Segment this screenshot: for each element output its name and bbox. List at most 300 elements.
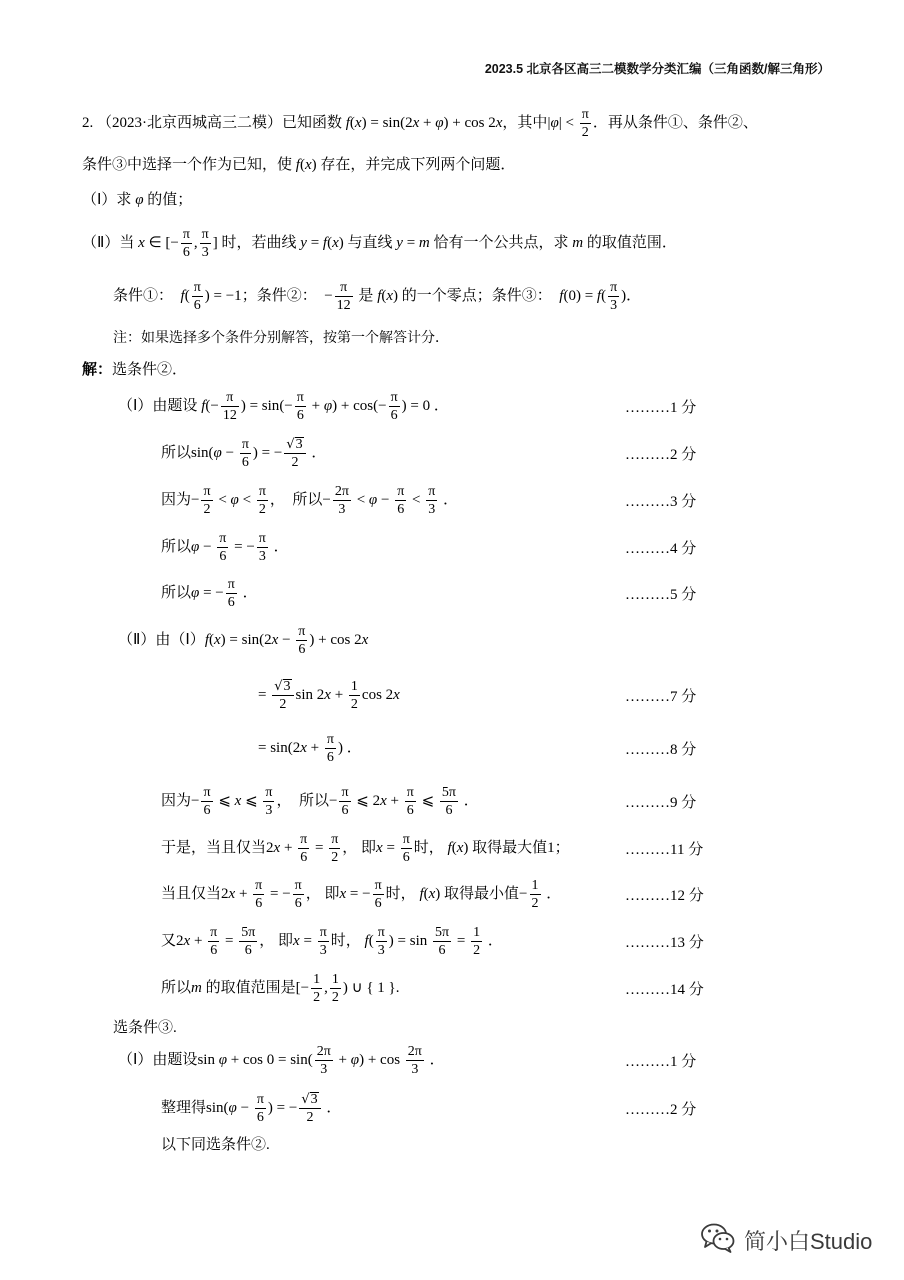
math-operator: 6 bbox=[256, 1109, 264, 1125]
math-variable: x bbox=[339, 885, 347, 902]
fraction-numerator bbox=[208, 924, 219, 942]
math-expression bbox=[389, 932, 431, 948]
math-variable: x bbox=[271, 631, 279, 648]
fraction bbox=[440, 784, 458, 819]
text-run: ． bbox=[430, 397, 449, 414]
fraction-numerator bbox=[608, 279, 619, 297]
solution-intro-text bbox=[82, 358, 187, 379]
fraction-numerator bbox=[329, 831, 340, 849]
solution-intro bbox=[0, 348, 904, 388]
math-expression bbox=[519, 885, 527, 901]
step-text bbox=[161, 784, 479, 819]
square-root bbox=[274, 678, 291, 695]
fraction-denominator bbox=[263, 802, 274, 819]
fraction-numerator bbox=[401, 831, 412, 849]
math-operator: 6 bbox=[296, 407, 304, 423]
math-function: sin bbox=[261, 397, 280, 414]
fraction bbox=[395, 483, 406, 518]
fraction bbox=[240, 436, 251, 471]
problem-text bbox=[82, 106, 758, 141]
fraction-numerator bbox=[333, 483, 351, 501]
math-variable: f bbox=[204, 631, 209, 648]
step-text bbox=[258, 678, 400, 713]
math-expression bbox=[194, 234, 198, 250]
fraction-denominator bbox=[608, 297, 619, 314]
math-operator: , bbox=[193, 234, 198, 251]
note-text bbox=[113, 327, 449, 347]
math-operator: 6 bbox=[244, 942, 252, 958]
text-run: 注：如果选择多个条件分别解答，按第一个解答计分． bbox=[113, 331, 449, 346]
math-operator: + bbox=[306, 739, 323, 756]
math-operator: ) = −1 bbox=[204, 287, 242, 304]
math-operator: = − bbox=[199, 584, 224, 601]
fraction-numerator bbox=[192, 279, 203, 297]
fraction-numerator bbox=[239, 924, 257, 942]
math-operator: = − bbox=[346, 885, 371, 902]
fraction bbox=[263, 784, 274, 819]
fraction-denominator bbox=[530, 895, 541, 912]
text-run: 恰有一个公共点，求 bbox=[429, 234, 573, 251]
fraction bbox=[221, 389, 239, 424]
math-operator: ( bbox=[327, 234, 333, 251]
fraction-numerator bbox=[221, 389, 239, 407]
fraction-numerator bbox=[255, 1091, 266, 1109]
math-operator: ) bbox=[337, 739, 343, 756]
math-variable: φ bbox=[323, 397, 333, 414]
text-run: （Ⅰ）求 bbox=[82, 191, 136, 208]
math-operator: ) + bbox=[359, 1051, 381, 1068]
step-text bbox=[161, 1133, 270, 1154]
math-operator: 2 bbox=[203, 501, 211, 517]
math-operator: 3 bbox=[201, 244, 209, 260]
math-operator: 6 bbox=[210, 942, 218, 958]
fraction bbox=[255, 1091, 266, 1126]
step-text bbox=[161, 971, 399, 1006]
math-variable: m bbox=[572, 234, 584, 251]
fraction bbox=[318, 924, 329, 959]
math-operator: 6 bbox=[298, 641, 306, 657]
math-expression bbox=[258, 686, 270, 702]
math-operator: 1 bbox=[547, 839, 555, 856]
math-operator: ( bbox=[208, 631, 214, 648]
math-operator: π bbox=[397, 483, 405, 499]
wechat-icon bbox=[700, 1222, 736, 1259]
math-variable: φ bbox=[435, 114, 444, 131]
math-variable: x bbox=[273, 839, 281, 856]
math-function: sin bbox=[382, 114, 401, 131]
math-variable: x bbox=[495, 114, 503, 131]
fraction bbox=[406, 1043, 424, 1078]
math-variable: x bbox=[361, 631, 369, 648]
math-operator: π bbox=[402, 831, 410, 847]
problem-text bbox=[82, 153, 515, 174]
text-run: ， 即 bbox=[305, 885, 340, 902]
math-operator: = − bbox=[230, 538, 255, 555]
fraction-numerator bbox=[395, 483, 406, 501]
math-expression bbox=[353, 792, 403, 808]
solution-step bbox=[0, 921, 904, 961]
math-operator: π bbox=[203, 784, 211, 800]
math-expression bbox=[322, 491, 330, 507]
math-operator: ( bbox=[381, 287, 387, 304]
math-operator: ) bbox=[311, 156, 317, 173]
fraction bbox=[389, 389, 400, 424]
fraction bbox=[201, 483, 212, 518]
score-label: ………5 分 bbox=[625, 586, 697, 603]
math-operator: ( bbox=[184, 287, 190, 304]
fraction bbox=[201, 784, 212, 819]
math-function: cos bbox=[361, 686, 382, 703]
fraction bbox=[333, 483, 351, 518]
math-operator: (− bbox=[373, 397, 387, 414]
math-variable: f bbox=[201, 397, 206, 414]
math-expression bbox=[215, 491, 255, 507]
fraction-denominator bbox=[311, 989, 322, 1006]
fraction bbox=[272, 678, 293, 713]
fraction-denominator bbox=[433, 942, 451, 959]
score-label: ………1 分 bbox=[625, 399, 697, 416]
text-run: 取得最大值 bbox=[468, 839, 548, 856]
math-expression bbox=[296, 157, 317, 173]
math-operator: < bbox=[238, 491, 255, 508]
math-operator: 2π bbox=[316, 1043, 331, 1059]
fraction-numerator bbox=[311, 971, 322, 989]
math-expression bbox=[296, 979, 309, 995]
solution-step bbox=[0, 781, 904, 821]
math-operator: ⩽ 2 bbox=[352, 792, 381, 809]
fraction bbox=[299, 1091, 320, 1126]
solution-step bbox=[0, 1040, 904, 1080]
fraction bbox=[293, 877, 304, 912]
math-operator: π bbox=[258, 483, 266, 499]
math-operator: ) + bbox=[332, 397, 354, 414]
math-operator: = bbox=[306, 234, 323, 251]
math-expression bbox=[346, 114, 503, 130]
math-operator: ) bbox=[338, 234, 344, 251]
math-expression bbox=[396, 234, 429, 250]
fraction bbox=[192, 279, 203, 314]
math-operator: 3 bbox=[377, 942, 385, 958]
fraction-denominator bbox=[226, 594, 237, 611]
math-operator: 6 bbox=[255, 895, 263, 911]
problem-conditions bbox=[0, 276, 904, 316]
fraction-denominator bbox=[406, 1061, 424, 1078]
math-operator: (2 bbox=[400, 114, 413, 131]
fraction-denominator bbox=[426, 501, 437, 518]
math-operator: 12 bbox=[336, 297, 351, 313]
math-function: sin bbox=[191, 444, 209, 461]
math-variable: x bbox=[183, 932, 191, 949]
math-expression bbox=[191, 538, 215, 554]
fraction-denominator bbox=[315, 1061, 333, 1078]
step-text bbox=[161, 576, 258, 611]
solution-step bbox=[0, 1088, 904, 1128]
math-operator: 6 bbox=[406, 802, 414, 818]
math-operator: = − bbox=[266, 885, 291, 902]
text-run: 整理得 bbox=[161, 1099, 207, 1116]
math-function: sin bbox=[409, 932, 428, 949]
math-variable: f bbox=[322, 234, 328, 251]
math-operator: 5π bbox=[241, 924, 256, 940]
solution-step bbox=[0, 675, 904, 715]
math-operator: ( bbox=[368, 932, 374, 949]
math-operator: 3 bbox=[411, 1061, 419, 1077]
text-run: 的取值范围． bbox=[583, 234, 677, 251]
fraction-numerator bbox=[330, 971, 341, 989]
math-operator: π bbox=[374, 877, 382, 893]
math-operator: 5π bbox=[441, 784, 456, 800]
math-operator: 3 bbox=[610, 297, 618, 313]
math-expression bbox=[572, 234, 583, 250]
fraction bbox=[298, 831, 309, 866]
fraction-numerator bbox=[272, 678, 293, 696]
math-expression bbox=[191, 444, 238, 460]
fraction-numerator bbox=[240, 436, 251, 454]
math-operator: 6 bbox=[390, 407, 398, 423]
fraction-denominator bbox=[329, 849, 340, 866]
problem-line-2 bbox=[0, 143, 904, 183]
fraction-denominator bbox=[192, 297, 203, 314]
math-operator: ] bbox=[212, 234, 218, 251]
fraction-denominator bbox=[201, 501, 212, 518]
math-operator: + bbox=[190, 932, 207, 949]
math-variable: x bbox=[332, 234, 339, 251]
problem-text bbox=[82, 226, 677, 261]
fraction-denominator bbox=[373, 895, 384, 912]
fraction bbox=[373, 877, 384, 912]
step-text bbox=[118, 1043, 445, 1078]
fraction-numerator bbox=[318, 924, 329, 942]
fraction bbox=[284, 436, 305, 471]
fraction-denominator bbox=[389, 407, 400, 424]
solution-step bbox=[0, 573, 904, 613]
score-label: ………7 分 bbox=[625, 688, 697, 705]
fraction-denominator bbox=[239, 942, 257, 959]
math-operator: ) = bbox=[220, 631, 242, 648]
math-operator: + bbox=[235, 885, 252, 902]
math-operator: 6 bbox=[241, 454, 249, 470]
math-variable: x bbox=[386, 287, 394, 304]
math-expression bbox=[311, 839, 327, 855]
math-operator: = bbox=[402, 234, 419, 251]
fraction-denominator bbox=[330, 989, 341, 1006]
fraction-denominator bbox=[339, 802, 350, 819]
math-operator: | bbox=[547, 114, 551, 131]
math-operator: = bbox=[258, 686, 271, 703]
math-expression bbox=[365, 932, 374, 948]
fraction bbox=[329, 831, 340, 866]
math-variable: f bbox=[377, 287, 382, 304]
math-expression bbox=[402, 397, 430, 413]
math-operator: π bbox=[255, 877, 263, 893]
text-run: ． bbox=[626, 287, 642, 304]
math-operator: 2π bbox=[334, 483, 349, 499]
math-expression bbox=[353, 491, 393, 507]
text-run: ． bbox=[342, 739, 362, 756]
text-run: ；条件②： bbox=[241, 287, 325, 304]
text-run: 2. （2023·北京西城高三二模）已知函数 bbox=[82, 114, 346, 131]
text-run: 选条件②． bbox=[112, 361, 188, 378]
math-variable: x bbox=[428, 885, 436, 902]
math-function: sin bbox=[241, 631, 260, 648]
math-operator: = bbox=[311, 839, 328, 856]
math-operator: ) bbox=[463, 839, 469, 856]
text-run: （Ⅱ）由（Ⅰ） bbox=[118, 631, 205, 648]
math-variable: x bbox=[376, 839, 383, 856]
text-run: 是 bbox=[354, 287, 378, 304]
math-operator: ) ∪ { 1 } bbox=[342, 979, 396, 996]
math-operator: π bbox=[340, 279, 348, 295]
score-label: ………1 分 bbox=[625, 1053, 697, 1070]
math-operator: 6 bbox=[445, 802, 453, 818]
math-operator: 3 bbox=[338, 501, 346, 517]
fraction-numerator bbox=[200, 226, 211, 244]
square-root bbox=[301, 1091, 318, 1108]
problem-part-1 bbox=[0, 178, 904, 218]
math-function: cos bbox=[380, 1051, 401, 1068]
math-operator: , bbox=[324, 979, 328, 996]
fraction-numerator bbox=[426, 483, 437, 501]
math-expression bbox=[215, 792, 262, 808]
fraction-denominator bbox=[333, 501, 351, 518]
score-label: ………14 分 bbox=[625, 981, 704, 998]
math-expression bbox=[300, 234, 343, 250]
text-run: 所以 bbox=[161, 538, 192, 555]
text-run: 时，若曲线 bbox=[217, 234, 301, 251]
math-operator: ∈ [− bbox=[144, 234, 179, 251]
fraction-denominator bbox=[208, 942, 219, 959]
solution-step bbox=[0, 480, 904, 520]
math-variable: φ bbox=[230, 491, 239, 508]
fraction-denominator bbox=[200, 244, 211, 261]
fraction-denominator bbox=[221, 407, 239, 424]
math-operator: 12 bbox=[222, 407, 237, 423]
radical-sign: √ bbox=[274, 678, 283, 694]
math-operator: = bbox=[299, 932, 316, 949]
math-expression bbox=[408, 491, 424, 507]
math-operator: = bbox=[382, 839, 399, 856]
math-variable: f bbox=[419, 885, 424, 902]
math-variable: φ bbox=[135, 191, 144, 208]
math-operator: + bbox=[419, 114, 436, 131]
radical-sign: √ bbox=[301, 1091, 310, 1107]
score-label: ………2 分 bbox=[625, 1101, 697, 1118]
fraction-numerator bbox=[181, 226, 192, 244]
fraction-numerator bbox=[295, 389, 306, 407]
math-operator: π bbox=[294, 877, 302, 893]
math-expression bbox=[362, 686, 400, 702]
math-operator: 3 bbox=[320, 1061, 328, 1077]
fraction-denominator bbox=[318, 942, 329, 959]
problem-part-2 bbox=[0, 223, 904, 263]
fraction-denominator bbox=[376, 942, 387, 959]
math-operator: (− bbox=[205, 397, 219, 414]
text-run: ． bbox=[238, 584, 258, 601]
step-text bbox=[161, 924, 503, 959]
text-run: 选条件③. bbox=[113, 1019, 177, 1036]
math-variable: x bbox=[304, 156, 312, 173]
math-operator: π bbox=[406, 784, 414, 800]
text-run: 当且仅当 bbox=[161, 885, 222, 902]
math-expression bbox=[191, 792, 199, 808]
fraction bbox=[253, 877, 264, 912]
math-operator: π bbox=[219, 530, 227, 546]
math-operator: π bbox=[300, 831, 308, 847]
math-operator: ( bbox=[423, 885, 429, 902]
math-operator: 1 bbox=[350, 678, 358, 694]
math-operator: 2 bbox=[484, 114, 496, 131]
text-run: 所以 bbox=[161, 584, 192, 601]
math-function: cos bbox=[464, 114, 485, 131]
square-root bbox=[286, 436, 303, 453]
math-operator: 6 bbox=[402, 849, 410, 865]
math-variable: φ bbox=[191, 538, 200, 555]
fraction bbox=[349, 678, 360, 713]
math-variable: x bbox=[456, 839, 464, 856]
solution-step bbox=[0, 620, 904, 660]
math-operator: ( bbox=[223, 1099, 229, 1116]
math-operator: 3 bbox=[265, 802, 273, 818]
text-run: 存在，并完成下列两个问题． bbox=[316, 156, 516, 173]
math-operator: ) = bbox=[388, 932, 410, 949]
fraction-numerator bbox=[296, 623, 307, 641]
math-expression bbox=[308, 397, 387, 413]
fraction bbox=[257, 530, 268, 565]
math-expression bbox=[547, 839, 555, 855]
solution-step bbox=[0, 874, 904, 914]
math-expression bbox=[206, 1099, 253, 1115]
math-operator: 6 bbox=[219, 548, 227, 564]
math-expression bbox=[221, 885, 251, 901]
math-operator: − bbox=[236, 1099, 253, 1116]
problem-text bbox=[82, 188, 192, 209]
math-operator: ( bbox=[349, 114, 355, 131]
fraction bbox=[339, 784, 350, 819]
fraction bbox=[208, 924, 219, 959]
text-run: 时， bbox=[385, 885, 420, 902]
math-operator: 3 bbox=[258, 548, 266, 564]
math-operator: < bbox=[214, 491, 231, 508]
fraction-numerator bbox=[325, 731, 336, 749]
fraction-numerator bbox=[253, 877, 264, 895]
math-function: sin bbox=[197, 1051, 215, 1068]
math-operator: 6 bbox=[438, 942, 446, 958]
math-variable: x bbox=[138, 234, 145, 251]
math-operator: − bbox=[377, 491, 394, 508]
fraction-denominator bbox=[257, 548, 268, 565]
math-operator: 6 bbox=[374, 895, 382, 911]
math-variable: y bbox=[300, 234, 307, 251]
math-operator: ) + bbox=[443, 114, 465, 131]
solution-step bbox=[0, 728, 904, 768]
math-operator: π bbox=[193, 279, 201, 295]
math-operator: = bbox=[453, 932, 470, 949]
fraction-numerator bbox=[433, 924, 451, 942]
fraction-numerator bbox=[263, 784, 274, 802]
math-operator: ) = bbox=[361, 114, 383, 131]
math-operator: 5π bbox=[435, 924, 450, 940]
math-operator: 2 bbox=[331, 849, 339, 865]
text-run: 与直线 bbox=[343, 234, 397, 251]
text-run: ， 即 bbox=[342, 839, 377, 856]
fraction-numerator bbox=[406, 1043, 424, 1061]
score-label: ………2 分 bbox=[625, 446, 697, 463]
math-operator: − bbox=[324, 287, 333, 304]
fraction bbox=[330, 971, 341, 1006]
text-run: 时， bbox=[330, 932, 365, 949]
solution-step bbox=[0, 433, 904, 473]
math-expression bbox=[191, 491, 199, 507]
